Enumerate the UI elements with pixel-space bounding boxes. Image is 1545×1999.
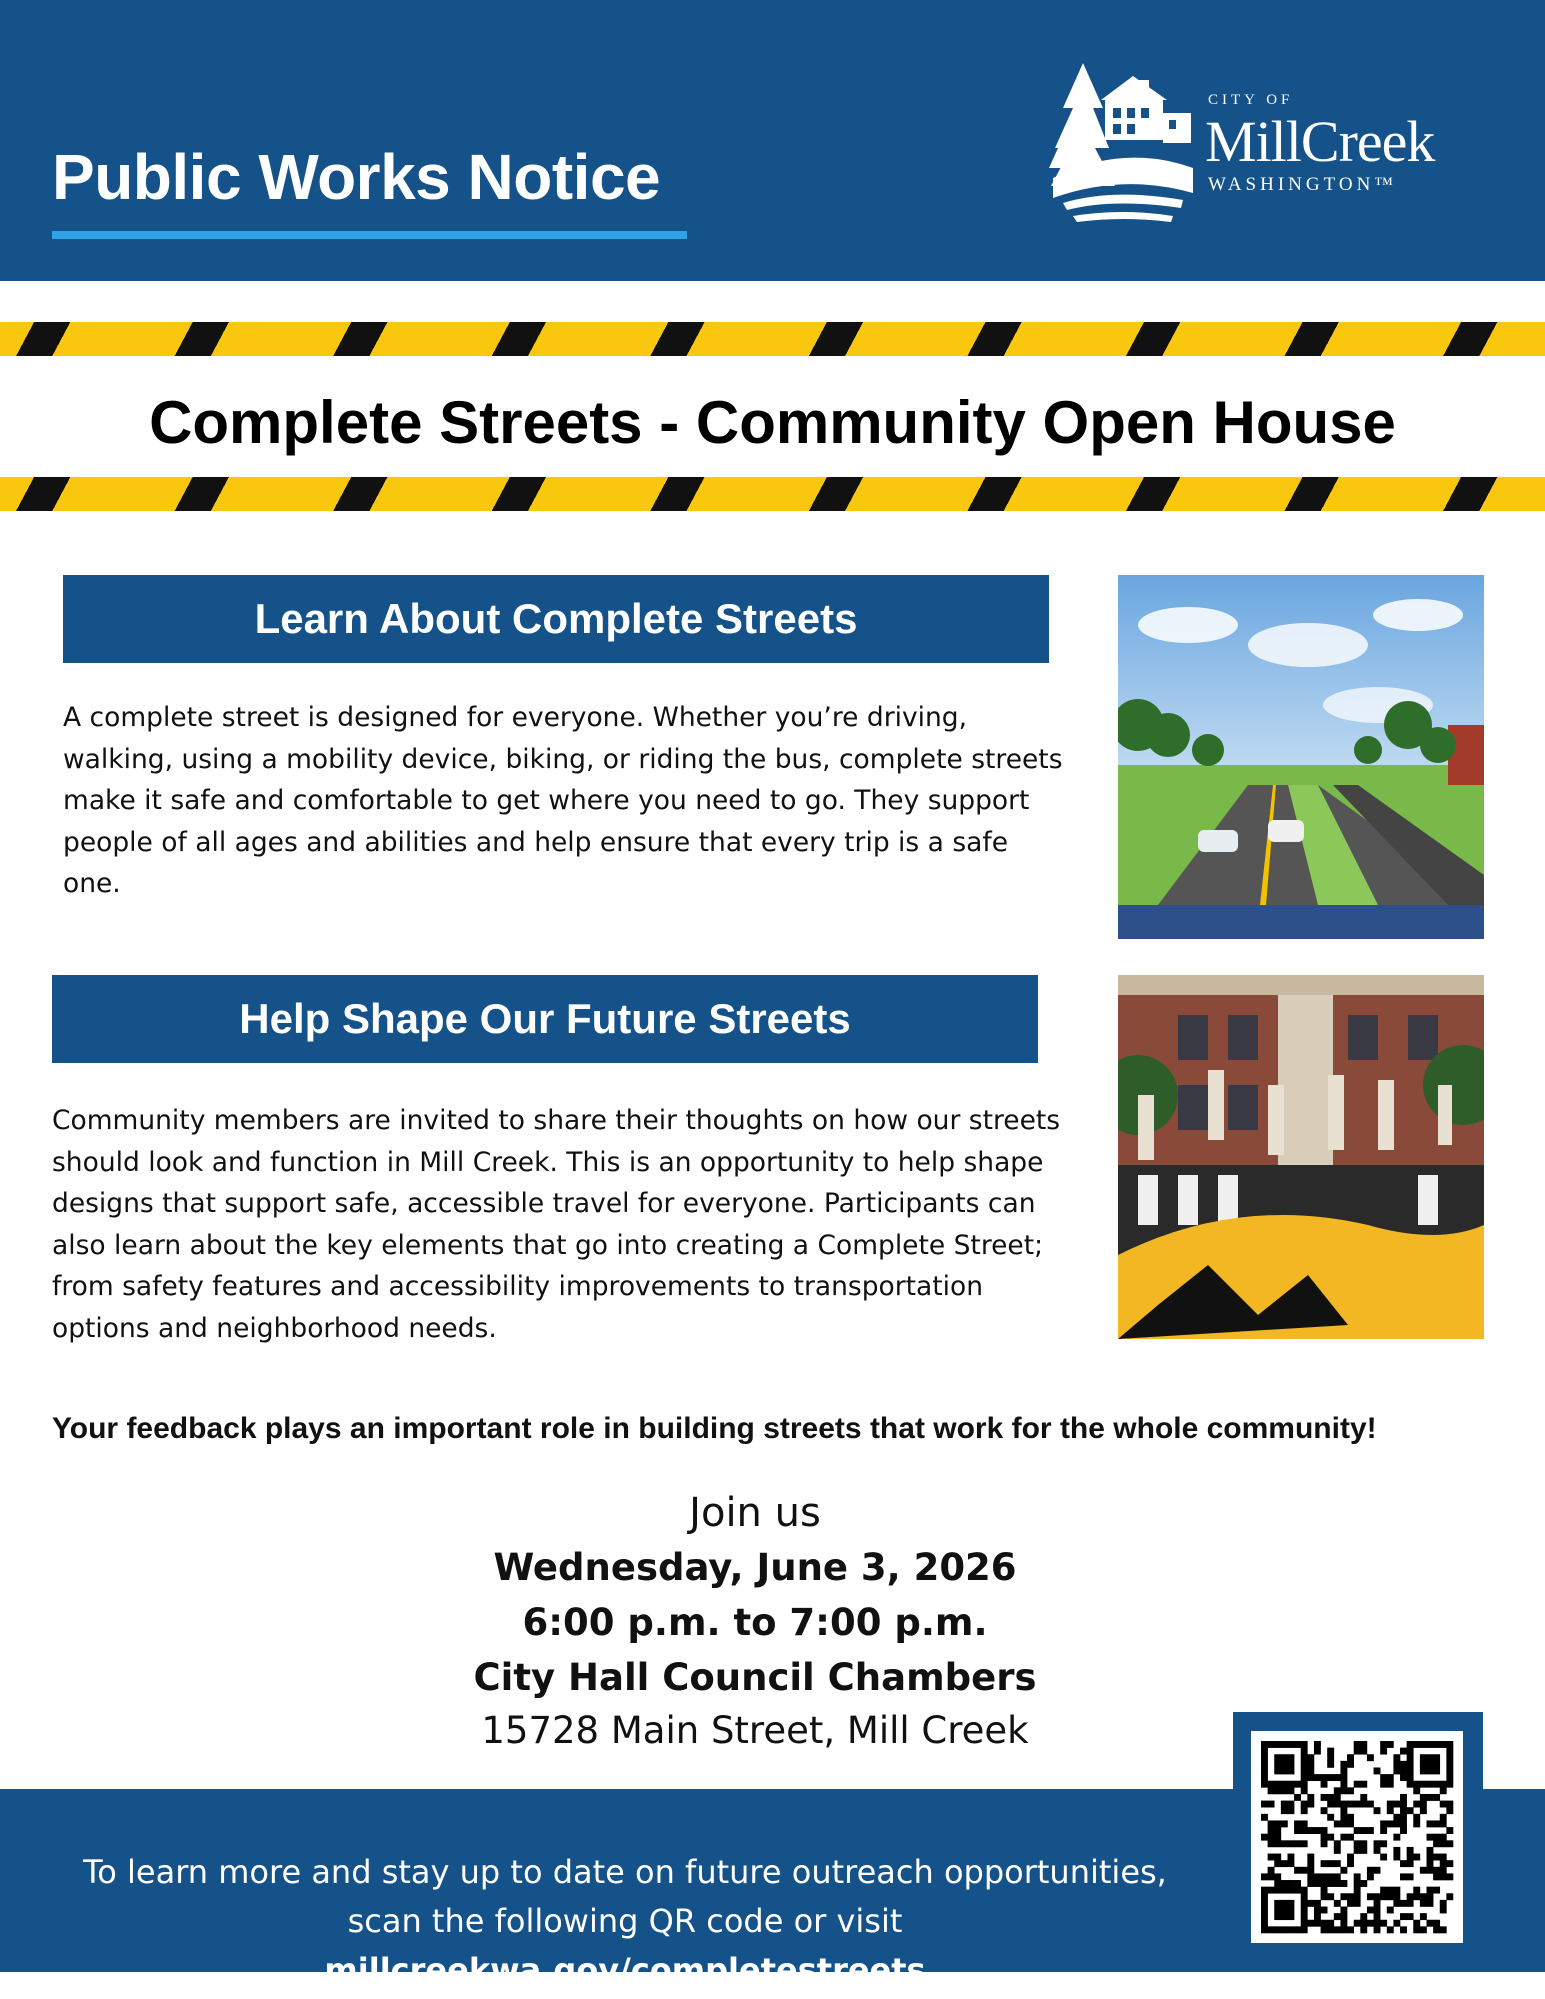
qr-code-icon[interactable]	[1251, 1731, 1463, 1943]
mill-creek-logo	[1043, 58, 1503, 228]
learn-body: A complete street is designed for everyone. Whether you’re driving, walking, using a mobility device, biking, or riding the bus, complete streets make it safe and comfortable to get where you need to go. They support people of all ages and abilities and help ensure that every trip is a safe one.	[63, 702, 1063, 899]
footer-line-2-prefix: scan the following QR code or visit	[347, 1902, 903, 1940]
event-address: 15728 Main Street, Mill Creek	[481, 1709, 1029, 1752]
event-time: 6:00 p.m. to 7:00 p.m.	[522, 1601, 988, 1644]
logo-city-of: CITY OF	[1208, 92, 1294, 108]
page-title: Public Works Notice	[52, 141, 661, 213]
footer-line-1: To learn more and stay up to date on future outreach opportunities,	[83, 1853, 1167, 1891]
caution-tape-top	[0, 322, 1545, 356]
feedback-statement: Your feedback plays an important role in building streets that work for the whole community!	[52, 1412, 1377, 1445]
website-link[interactable]: millcreekwa.gov/completestreets	[324, 1951, 926, 1989]
complete-street-rendering-image	[1118, 575, 1484, 939]
join-label: Join us	[689, 1490, 821, 1536]
footer-line-2	[60, 1897, 1190, 1995]
logo-state: WASHINGTON™	[1208, 174, 1397, 195]
shape-heading: Help Shape Our Future Streets	[52, 975, 1038, 1063]
title-underline	[52, 231, 687, 239]
crosswalk-pedestrians-image	[1118, 975, 1484, 1339]
learn-heading: Learn About Complete Streets	[63, 575, 1049, 663]
event-date: Wednesday, June 3, 2026	[493, 1546, 1017, 1589]
event-title: Complete Streets - Community Open House	[149, 389, 1396, 456]
shape-body: Community members are invited to share their thoughts on how our streets should look and function in Mill Creek. This is an opportunity to help shape designs that support safe, accessible travel for everyone. Participants can also learn about the key elements that go into creating a Complete Street; from safety features and accessibility improvements to transportation options and neighborhood needs.	[52, 1105, 1061, 1344]
footer-text	[60, 1848, 1190, 1995]
logo-city-name: MillCreek	[1205, 109, 1435, 174]
event-location: City Hall Council Chambers	[473, 1656, 1037, 1699]
mill-creek-logo-emblem-icon	[1043, 58, 1203, 228]
caution-tape-bottom	[0, 477, 1545, 511]
